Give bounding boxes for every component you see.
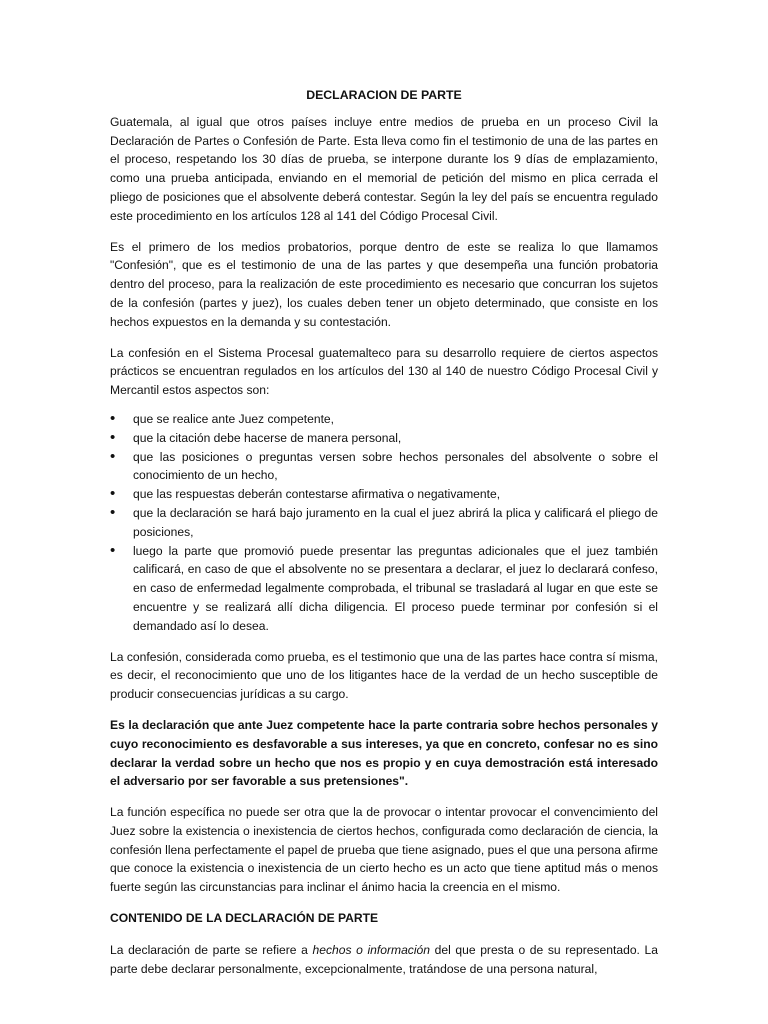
section-heading: CONTENIDO DE LA DECLARACIÓN DE PARTE — [110, 911, 379, 926]
list-item: • que las respuestas deberán contestarse afirmativa o negativamente, — [110, 485, 658, 504]
list-item: • que la declaración se hará bajo juramento en la cual el juez abrirá la plica y calificará el pliego de posiciones, — [110, 504, 658, 542]
aspects-list — [110, 410, 658, 636]
list-item: • que se realice ante Juez competente, — [110, 410, 658, 429]
italic-text: hechos o información — [312, 942, 430, 957]
paragraph-declaracion-bold: Es la declaración que ante Juez competente hace la parte contraria sobre hechos personales y cuyo reconocimiento es desfavorable a sus intereses, ya que en concreto, confesar no es sino declarar la verdad sobre un hecho que nos es propio y en cuya demostración está interesado el adversario por ser favorable a sus pretensiones". — [110, 717, 658, 789]
list-item: • que la citación debe hacerse de manera personal, — [110, 429, 658, 448]
text-segment: del que presta o de su representado. La parte debe declarar personalmente, excepcionalmente, tratándose de una persona natural, — [110, 942, 658, 976]
document-page — [110, 86, 658, 990]
paragraph-contenido — [110, 941, 658, 979]
paragraph-funcion-especifica: La función específica no puede ser otra que la de provocar o intentar provocar el convencimiento del Juez sobre la existencia o inexistencia de ciertos hechos, configurada como declaración de ciencia, la confesión llena perfectamente el papel de prueba que tiene asignado, pues el que una persona afirme que conoce la existencia o inexistencia de un cierto hecho es un acto que tiene aptitud más o menos fuerte según las circunstancias para inclinar el ánimo hacia la creencia en el mismo. — [110, 805, 658, 895]
list-item: • luego la parte que promovió puede presentar las preguntas adicionales que el juez también calificará, en caso de que el absolvente no se presentara a declarar, el juez lo declarará confeso, en caso de enfermedad legalmente comprobada, el tribunal se trasladará al lugar en que este se encuentre y se realizará allí dicha diligencia. El proceso puede terminar por confesión si el demandado así lo desea. — [110, 542, 658, 636]
paragraph-confesion-prueba: La confesión, considerada como prueba, es el testimonio que una de las partes hace contra sí misma, es decir, el reconocimiento que uno de los litigantes hace de la verdad de un hecho susceptible de producir consecuencias jurídicas a su cargo. — [110, 649, 658, 702]
paragraph-sistema-procesal: La confesión en el Sistema Procesal guatemalteco para su desarrollo requiere de ciertos aspectos prácticos se encuentran regulados en los artículos del 130 al 140 de nuestro Código Procesal Civil y Mercantil estos aspectos son: — [110, 345, 658, 398]
document-title: DECLARACION DE PARTE — [306, 88, 462, 102]
paragraph-intro: Guatemala, al igual que otros países incluye entre medios de prueba en un proceso Civil la Declaración de Partes o Confesión de Parte. Esta lleva como fin el testimonio de una de las partes en el proceso, respetando los 30 días de prueba, se interpone durante los 9 días de emplazamiento, como una prueba anticipada, enviando en el memorial de petición del mismo en plica cerrada el pliego de posiciones que el absolvente deberá contestar. Según la ley del país se encuentra regulado este procedimiento en los artículos 128 al 141 del Código Procesal Civil. — [110, 114, 658, 223]
list-item: • que las posiciones o preguntas versen sobre hechos personales del absolvente o sobre el conocimiento de un hecho, — [110, 448, 658, 486]
paragraph-confesion: Es el primero de los medios probatorios, porque dentro de este se realiza lo que llamamos "Confesión", que es el testimonio de una de las partes y que desempeña una función probatoria dentro del proceso, para la realización de este procedimiento es necesario que concurran los sujetos de la confesión (partes y juez), los cuales deben tener un objeto determinado, que consiste en los hechos expuestos en la demanda y su contestación. — [110, 239, 658, 329]
text-segment: La declaración de parte se refiere a — [110, 942, 313, 957]
